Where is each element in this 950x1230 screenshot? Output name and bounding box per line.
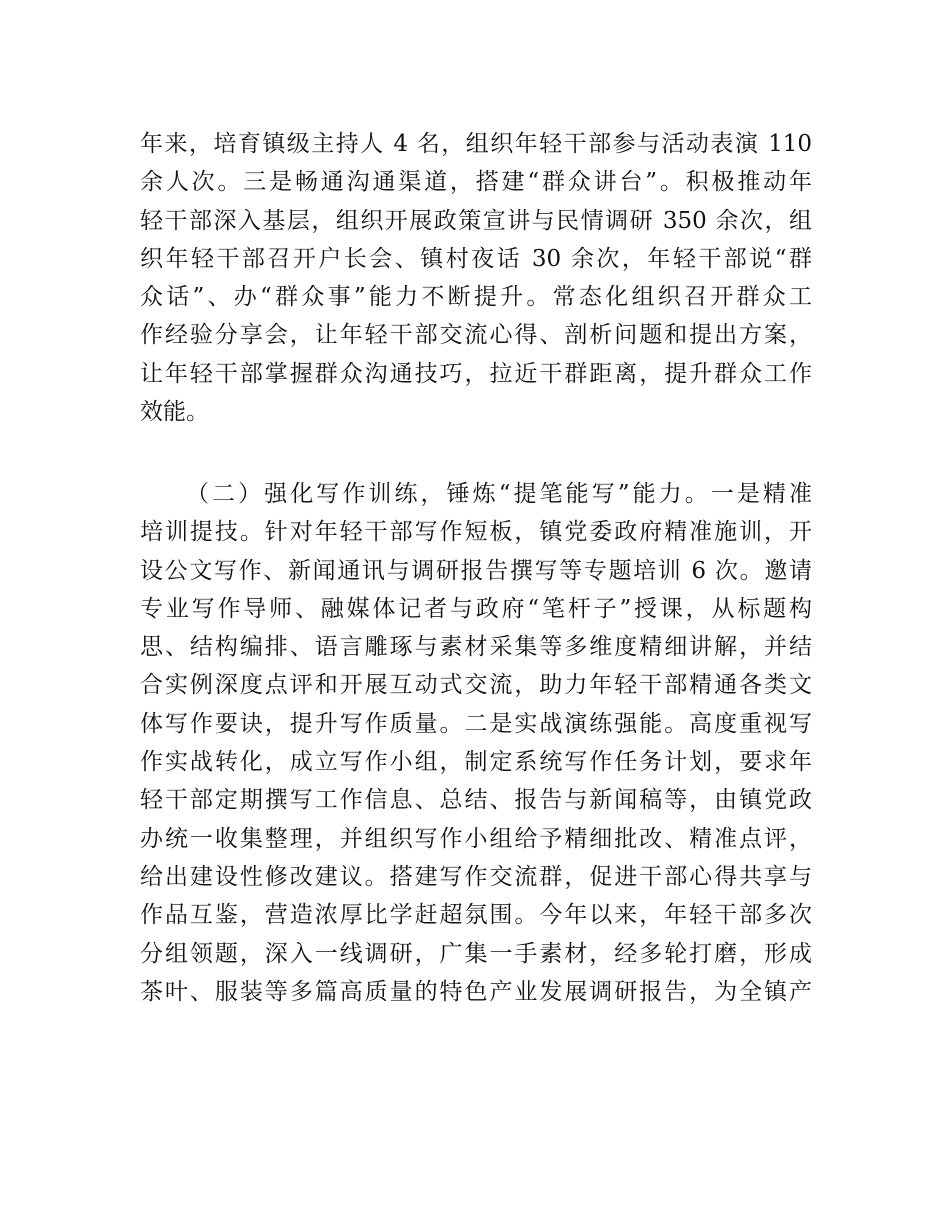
paragraph-line: 培训提技。针对年轻干部写作短板，镇党委政府精准施训，开 bbox=[140, 519, 812, 546]
section-heading-line: （二）强化写作训练，锤炼“提笔能写”能力。一是精准 bbox=[186, 481, 812, 507]
paragraph-line: 思、结构编排、语言雕琢与素材采集等多维度精细讲解，并结 bbox=[140, 634, 812, 661]
paragraph-line: 众话”、办“群众事”能力不断提升。常态化组织召开群众工 bbox=[140, 284, 812, 311]
paragraph-2 bbox=[140, 475, 812, 1011]
paragraph-line: 给出建设性修改建议。搭建写作交流群，促进干部心得共享与 bbox=[140, 863, 812, 890]
paragraph-line: 设公文写作、新闻通讯与调研报告撰写等专题培训 6 次。邀请 bbox=[140, 557, 812, 584]
paragraph-line: 余人次。三是畅通沟通渠道，搭建“群众讲台”。积极推动年 bbox=[140, 169, 812, 196]
paragraph-line: 茶叶、服装等多篇高质量的特色产业发展调研报告，为全镇产 bbox=[140, 978, 812, 1005]
paragraph-line: 办统一收集整理，并组织写作小组给予精细批改、精准点评， bbox=[140, 825, 812, 852]
paragraph-line: 作实战转化，成立写作小组，制定系统写作任务计划，要求年 bbox=[140, 749, 812, 776]
paragraph-line: 合实例深度点评和开展互动式交流，助力年轻干部精通各类文 bbox=[140, 672, 812, 699]
paragraph-line: 体写作要诀，提升写作质量。二是实战演练强能。高度重视写 bbox=[140, 710, 812, 737]
paragraph-line: 效能。 bbox=[140, 399, 209, 426]
paragraph-line: 年来，培育镇级主持人 4 名，组织年轻干部参与活动表演 110 bbox=[140, 131, 812, 157]
paragraph-line: 轻干部深入基层，组织开展政策宣讲与民情调研 350 余次，组 bbox=[140, 207, 812, 234]
paragraph-line: 作经验分享会，让年轻干部交流心得、剖析问题和提出方案， bbox=[140, 322, 812, 349]
paragraph-line: 作品互鉴，营造浓厚比学赶超氛围。今年以来，年轻干部多次 bbox=[140, 902, 812, 929]
paragraph-line: 让年轻干部掌握群众沟通技巧，拉近干群距离，提升群众工作 bbox=[140, 360, 812, 387]
paragraph-line: 分组领题，深入一线调研，广集一手素材，经多轮打磨，形成 bbox=[140, 940, 812, 967]
paragraph-1 bbox=[140, 125, 812, 431]
paragraph-line: 织年轻干部召开户长会、镇村夜话 30 余次，年轻干部说“群 bbox=[140, 245, 812, 272]
paragraph-line: 专业写作导师、融媒体记者与政府“笔杆子”授课，从标题构 bbox=[140, 595, 812, 622]
paragraph-line: 轻干部定期撰写工作信息、总结、报告与新闻稿等，由镇党政 bbox=[140, 787, 812, 814]
